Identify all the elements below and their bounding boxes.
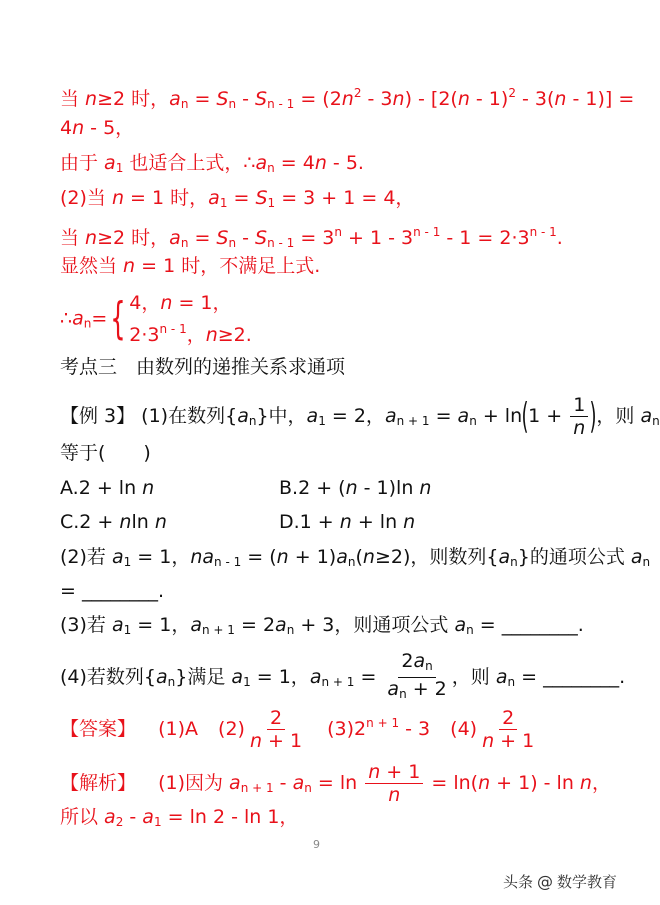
watermark: 头条 @ 数学教育 (503, 872, 618, 891)
line-equals: 等于( ) (60, 442, 151, 464)
answer-fraction-2: $\frac{2}{n + 1}$ (249, 707, 303, 752)
answer-line: 【答案】 (1)A (2) $\frac{2}{n + 1}$ $(3)2^{n + 1} - 3$ (4) $\frac{2}{n + 1}$ (60, 707, 539, 752)
solution-line-1: 【解析】 (1)因为 $a_{n + 1} - a_n = \ln$ $\frac{n + 1}{n}$ = ln(n + 1) - ln n， (60, 761, 611, 806)
cases-block (129, 290, 252, 348)
example-3-q3: (3)若 $a_1 = 1$，$a_{n + 1} = 2a_n + 3$，则通项公式 $a_n$ = ________. (60, 614, 584, 637)
solution-tag: 【解析】 (60, 772, 137, 794)
example-3-q1: 【例 3】 (1)在数列$\{a_n\}$中，$a_1 = 2$，$a_{n + 1} = a_n + \ln(1$ + $\frac{1}{n}$ )，则 $a_n$ (60, 394, 660, 439)
example-3-q2: (2)若 $a_1 = 1$，$na_{n - 1} = (n + 1)a_n(n\ge 2)$，则数列$\{a_n\}$的通项公式 $a_n$ (60, 546, 651, 569)
line-4: (2)当 n = 1 时，$a_1 = S_1 = 3 + 1 = 4$， (60, 187, 415, 210)
case-row-1: 4，n = 1， (129, 292, 232, 314)
page-number: 9 (313, 838, 320, 851)
line-1: 当 n≥2 时，$a_n = S_n - S_{n - 1} = (2n^2 - 3n) - [2(n - 1)^2 - 3(n - 1)]$ = (60, 86, 635, 111)
case-row-2: $2\cdot 3^{n - 1}$，n≥2. (129, 322, 252, 346)
answer-tag: 【答案】 (60, 718, 137, 740)
solution-line-2: 所以 $a_2 - a_1 = \ln 2 - \ln 1$， (60, 806, 299, 829)
option-b: B.2 + (n - 1)ln n (279, 477, 432, 499)
left-brace: { (110, 293, 126, 344)
option-c: C.2 + nln n (60, 511, 167, 533)
example-3-q4: (4)若数列$\{a_n\}$满足 $a_1 = 1$，$a_{n + 1}$ = $\frac{2a_n}{a_n + 2}$ ，则 $a_n$ = ________. (60, 650, 625, 705)
section-heading: 考点三 由数列的递推关系求通项 (60, 356, 346, 378)
line-2: 4n - 5， (60, 117, 135, 139)
fraction-2an-over-an-plus-2: $\frac{2a_n}{a_n + 2}$ (387, 650, 447, 701)
line-3: 由于 $a_1$ 也适合上式，$\therefore a_n = 4n - 5$. (60, 152, 364, 175)
solution-fraction: $\frac{n + 1}{n}$ (365, 761, 423, 806)
line-7-piecewise: $\therefore a_n=${ 4，n = 1， $2\cdot 3^{n - 1}$，n≥2. (60, 292, 252, 346)
option-a: A.2 + ln n (60, 477, 155, 499)
answer-fraction-4: $\frac{2}{n + 1}$ (482, 707, 535, 752)
line-5: 当 n≥2 时，$a_n = S_n - S_{n - 1} = 3^n + 1 - 3^{n - 1} - 1 = 2\cdot 3^{n - 1}$. (60, 225, 563, 250)
example-3-q2-blank-line: = ________. (60, 580, 165, 602)
option-d: D.1 + n + ln n (279, 511, 416, 533)
fraction-1-over-n: $\frac{1}{n}$ (570, 394, 588, 439)
line-6: 显然当 n = 1 时，不满足上式. (60, 255, 321, 277)
at-icon: @ (537, 872, 554, 891)
